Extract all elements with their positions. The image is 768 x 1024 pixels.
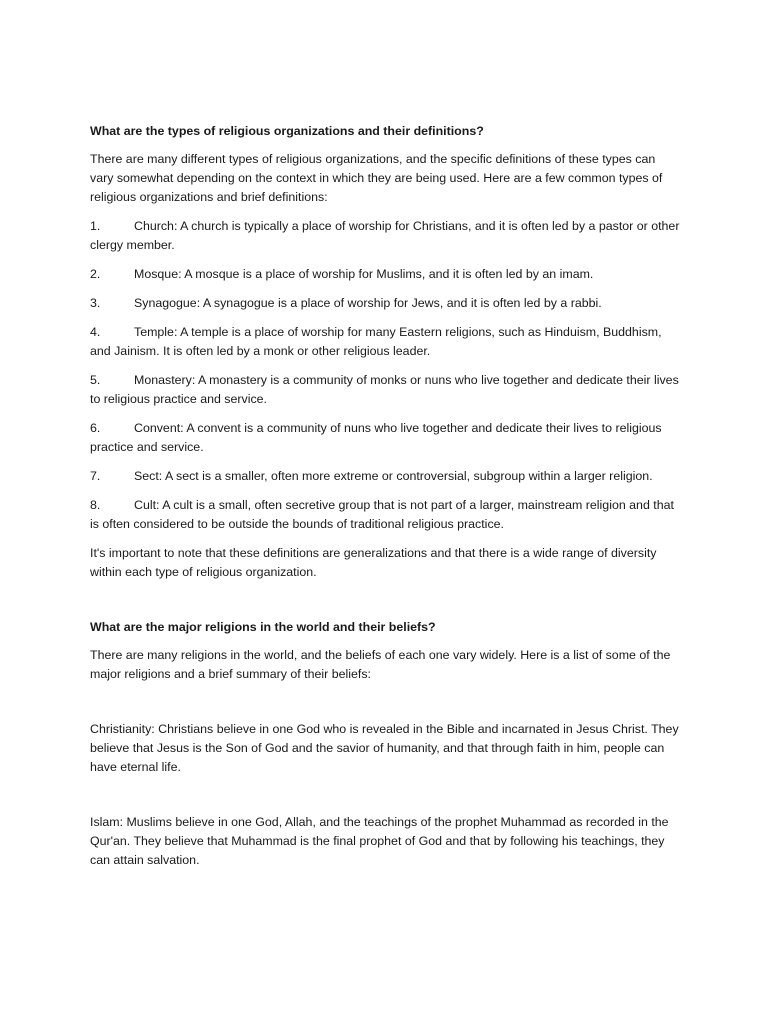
- list-item: [90, 217, 680, 255]
- section-heading-religions: What are the major religions in the world and their beliefs?: [90, 620, 436, 634]
- religion-paragraph-christianity: Christianity: Christians believe in one God who is revealed in the Bible and incarnated in Jesus Christ. They believe that Jesus is the Son of God and the savior of humanity, and that through faith in him, people can have eternal life.: [90, 722, 679, 774]
- list-item-number: 7.: [90, 469, 101, 483]
- list-item-text: Church: A church is typically a place of worship for Christians, and it is often led by a pastor or other clergy member.: [90, 219, 680, 252]
- list-item-number: 8.: [90, 498, 101, 512]
- list-item: [90, 265, 680, 284]
- list-item-text: Mosque: A mosque is a place of worship for Muslims, and it is often led by an imam.: [134, 267, 594, 281]
- list-item-text: Synagogue: A synagogue is a place of worship for Jews, and it is often led by a rabbi.: [134, 296, 602, 310]
- list-item-text: Temple: A temple is a place of worship for many Eastern religions, such as Hinduism, Buddhism, and Jainism. It is often led by a monk or other religious leader.: [90, 325, 662, 358]
- list-item: [90, 294, 680, 313]
- list-item: [90, 371, 680, 409]
- paragraph-spacer: [90, 787, 680, 813]
- section-spacer: [90, 592, 680, 618]
- list-item-number: 5.: [90, 373, 101, 387]
- list-item-text: Monastery: A monastery is a community of monks or nuns who live together and dedicate their lives to religious practice and service.: [90, 373, 679, 406]
- list-item-number: 2.: [90, 267, 101, 281]
- list-item-number: 1.: [90, 219, 101, 233]
- list-item-number: 3.: [90, 296, 101, 310]
- list-item: [90, 419, 680, 457]
- list-item-number: 4.: [90, 325, 101, 339]
- list-item-text: Cult: A cult is a small, often secretive group that is not part of a larger, mainstream religion and that is often considered to be outside the bounds of traditional religious practice.: [90, 498, 674, 531]
- list-item-text: Sect: A sect is a smaller, often more extreme or controversial, subgroup within a larger religion.: [134, 469, 653, 483]
- closing-paragraph: It's important to note that these definitions are generalizations and that there is a wide range of diversity within each type of religious organization.: [90, 546, 657, 579]
- list-item: [90, 467, 680, 486]
- list-item-number: 6.: [90, 421, 101, 435]
- section-heading-organizations: What are the types of religious organizations and their definitions?: [90, 124, 484, 138]
- intro-paragraph-religions: There are many religions in the world, and the beliefs of each one vary widely. Here is a list of some of the major religions and a brief summary of their beliefs:: [90, 648, 671, 681]
- list-item: [90, 496, 680, 534]
- document-page: [90, 122, 680, 880]
- list-item-text: Convent: A convent is a community of nuns who live together and dedicate their lives to religious practice and service.: [90, 421, 662, 454]
- intro-paragraph-organizations: There are many different types of religious organizations, and the specific definitions of these types can vary somewhat depending on the context in which they are being used. Here are a few common types of religious organizations and brief definitions:: [90, 152, 663, 204]
- religion-paragraph-islam: Islam: Muslims believe in one God, Allah, and the teachings of the prophet Muhammad as recorded in the Qur'an. They believe that Muhammad is the final prophet of God and that by following his teachings, they can attain salvation.: [90, 815, 669, 867]
- list-item: [90, 323, 680, 361]
- paragraph-spacer: [90, 694, 680, 720]
